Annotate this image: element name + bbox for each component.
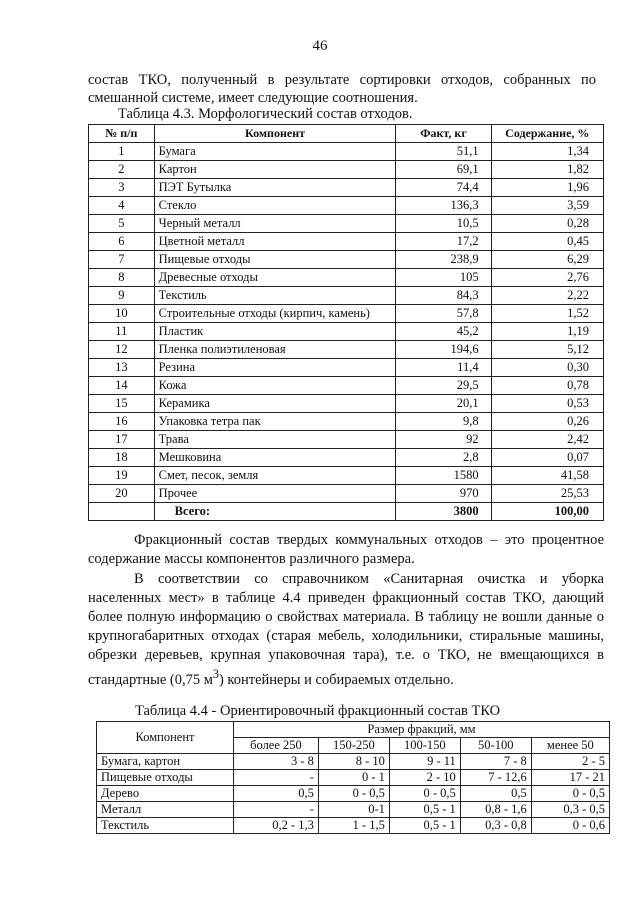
table1-cell-component: Картон xyxy=(154,161,396,179)
table1-cell-share: 0,45 xyxy=(491,233,603,251)
table1-cell-component: Кожа xyxy=(154,377,396,395)
intro-text: состав ТКО, полученный в результате сортировки отходов, собранных по смешанной системе, имеет следующие соотношения. xyxy=(88,72,596,106)
table1-cell-share: 1,96 xyxy=(491,179,603,197)
table1-cell-fact: 1580 xyxy=(396,467,491,485)
table1-cell-component: Упаковка тетра пак xyxy=(154,413,396,431)
cubic-superscript: 3 xyxy=(212,667,219,681)
table2-cell-component: Текстиль xyxy=(97,818,234,834)
table1-cell-share: 3,59 xyxy=(491,197,603,215)
table1-cell-share: 0,07 xyxy=(491,449,603,467)
table1-total-row xyxy=(89,503,604,521)
table2-cell-value: 0,5 - 1 xyxy=(389,802,460,818)
table1-cell-share: 2,76 xyxy=(491,269,603,287)
table1-row xyxy=(89,143,604,161)
table1-cell-share: 2,42 xyxy=(491,431,603,449)
table1-cell-share: 0,28 xyxy=(491,215,603,233)
table1-cell-component: Текстиль xyxy=(154,287,396,305)
table1-cell-component: Черный металл xyxy=(154,215,396,233)
table1-cell-component: Мешковина xyxy=(154,449,396,467)
table1-cell-num: 10 xyxy=(89,305,155,323)
page-number: 46 xyxy=(312,38,328,54)
table1-row xyxy=(89,179,604,197)
table1-cell-share: 0,30 xyxy=(491,359,603,377)
table1-cell-fact: 10,5 xyxy=(396,215,491,233)
table1-cell-fact: 9,8 xyxy=(396,413,491,431)
table1-header-row xyxy=(89,125,604,143)
table2-cell-component: Дерево xyxy=(97,786,234,802)
table2-column-header: 150-250 xyxy=(318,738,389,754)
table1-row xyxy=(89,251,604,269)
table1-cell-fact: 84,3 xyxy=(396,287,491,305)
table1-cell-num: 19 xyxy=(89,467,155,485)
table2-column-header: 50-100 xyxy=(460,738,531,754)
table1-total-share: 100,00 xyxy=(491,503,603,521)
table1-row xyxy=(89,395,604,413)
table2-cell-value: 2 - 5 xyxy=(531,754,609,770)
table2-cell-value: 0,5 xyxy=(234,786,319,802)
table2-header-row xyxy=(97,722,610,738)
table1-cell-fact: 57,8 xyxy=(396,305,491,323)
table1-cell-num: 1 xyxy=(89,143,155,161)
table1-cell-fact: 105 xyxy=(396,269,491,287)
table1-row xyxy=(89,305,604,323)
table1-cell-share: 0,78 xyxy=(491,377,603,395)
table2-cell-value: 9 - 11 xyxy=(389,754,460,770)
table1-cell-share: 5,12 xyxy=(491,341,603,359)
table2-cell-component: Металл xyxy=(97,802,234,818)
table1-cell-num: 3 xyxy=(89,179,155,197)
table1-cell-share: 2,22 xyxy=(491,287,603,305)
table1-total-empty-cell xyxy=(89,503,155,521)
table2-cell-value: 0 - 0,5 xyxy=(531,786,609,802)
table1-cell-share: 0,53 xyxy=(491,395,603,413)
table1-row xyxy=(89,287,604,305)
table2-cell-value: 0,2 - 1,3 xyxy=(234,818,319,834)
table2-header-group: Размер фракций, мм xyxy=(234,722,610,738)
table2-cell-component: Бумага, картон xyxy=(97,754,234,770)
table1-cell-num: 14 xyxy=(89,377,155,395)
table1-cell-component: Стекло xyxy=(154,197,396,215)
table1-cell-component: Смет, песок, земля xyxy=(154,467,396,485)
table1-cell-fact: 136,3 xyxy=(396,197,491,215)
table2-row xyxy=(97,786,610,802)
table1-row xyxy=(89,233,604,251)
table1-cell-share: 6,29 xyxy=(491,251,603,269)
table1-cell-component: Бумага xyxy=(154,143,396,161)
table1-cell-fact: 29,5 xyxy=(396,377,491,395)
table2-cell-value: 1 - 1,5 xyxy=(318,818,389,834)
table1-header-share: Содержание, % xyxy=(491,125,603,143)
table2-cell-value: 7 - 8 xyxy=(460,754,531,770)
table2-cell-value: - xyxy=(234,802,319,818)
table1-cell-share: 1,82 xyxy=(491,161,603,179)
table1-row xyxy=(89,377,604,395)
table1-row xyxy=(89,161,604,179)
table1-cell-fact: 45,2 xyxy=(396,323,491,341)
table2-cell-value: 0,5 xyxy=(460,786,531,802)
table2-cell-value: 0,3 - 0,5 xyxy=(531,802,609,818)
table1-cell-fact: 17,2 xyxy=(396,233,491,251)
table1-cell-num: 7 xyxy=(89,251,155,269)
table1-cell-component: Пищевые отходы xyxy=(154,251,396,269)
table2-row xyxy=(97,770,610,786)
table2-cell-value: 0 - 0,5 xyxy=(389,786,460,802)
table1-header-fact: Факт, кг xyxy=(396,125,491,143)
table1-cell-fact: 69,1 xyxy=(396,161,491,179)
table2-caption: Таблица 4.4 - Ориентировочный фракционный состав ТКО xyxy=(135,703,501,719)
paragraph-fraction-definition-text: Фракционный состав твердых коммунальных отходов – это процентное содержание массы компонентов различного размера. xyxy=(88,532,604,567)
table2-cell-value: 3 - 8 xyxy=(234,754,319,770)
table1-cell-num: 6 xyxy=(89,233,155,251)
table1-cell-share: 0,26 xyxy=(491,413,603,431)
table2-cell-value: - xyxy=(234,770,319,786)
table2-cell-value: 8 - 10 xyxy=(318,754,389,770)
table1-cell-component: Цветной металл xyxy=(154,233,396,251)
table1-cell-fact: 238,9 xyxy=(396,251,491,269)
table1-cell-num: 16 xyxy=(89,413,155,431)
table1-row xyxy=(89,485,604,503)
table1-cell-num: 8 xyxy=(89,269,155,287)
paragraph-fraction-reference xyxy=(88,570,604,690)
table1-cell-fact: 970 xyxy=(396,485,491,503)
fraction-composition-table xyxy=(96,721,610,834)
table1-cell-fact: 92 xyxy=(396,431,491,449)
table1-row xyxy=(89,359,604,377)
table1-cell-fact: 20,1 xyxy=(396,395,491,413)
table1-cell-share: 41,58 xyxy=(491,467,603,485)
table1-cell-num: 2 xyxy=(89,161,155,179)
table1-cell-component: Строительные отходы (кирпич, камень) xyxy=(154,305,396,323)
table1-cell-num: 4 xyxy=(89,197,155,215)
table2-cell-value: 0-1 xyxy=(318,802,389,818)
table1-header-component: Компонент xyxy=(154,125,396,143)
table2-cell-value: 0 - 0,6 xyxy=(531,818,609,834)
table1-row xyxy=(89,323,604,341)
table1-row xyxy=(89,197,604,215)
table2-cell-value: 17 - 21 xyxy=(531,770,609,786)
table2-column-header: более 250 xyxy=(234,738,319,754)
table1-row xyxy=(89,449,604,467)
table1-cell-fact: 51,1 xyxy=(396,143,491,161)
table1-cell-share: 1,19 xyxy=(491,323,603,341)
table1-cell-num: 17 xyxy=(89,431,155,449)
table1-cell-fact: 194,6 xyxy=(396,341,491,359)
table2-row xyxy=(97,802,610,818)
table2-header-component: Компонент xyxy=(97,722,234,754)
table1-cell-num: 5 xyxy=(89,215,155,233)
paragraph-reference-text: В соответствии со справочником «Санитарная очистка и уборка населенных мест» в таблице 4.4 приведен фракционный состав ТКО, дающий более полную информацию о свойствах материала. В таблицу не вошли данные о крупногабаритных отходах (старая мебель, холодильники, стиральные машины, обрезки деревьев, крупная упаковочная тара), т.е. о ТКО, не вмещающихся в стандартные (0,75 м xyxy=(88,571,604,688)
table1-cell-num: 18 xyxy=(89,449,155,467)
table1-cell-component: Пленка полиэтиленовая xyxy=(154,341,396,359)
table1-row xyxy=(89,467,604,485)
table2-column-header: 100-150 xyxy=(389,738,460,754)
table1-header-num: № п/п xyxy=(89,125,155,143)
table2-cell-component: Пищевые отходы xyxy=(97,770,234,786)
table2-column-header: менее 50 xyxy=(531,738,609,754)
table1-cell-num: 11 xyxy=(89,323,155,341)
table1-cell-share: 1,52 xyxy=(491,305,603,323)
table1-cell-num: 9 xyxy=(89,287,155,305)
table1-cell-share: 1,34 xyxy=(491,143,603,161)
table1-row xyxy=(89,341,604,359)
table2-cell-value: 0 - 0,5 xyxy=(318,786,389,802)
table1-cell-share: 25,53 xyxy=(491,485,603,503)
table1-cell-num: 13 xyxy=(89,359,155,377)
paragraph-fraction-definition xyxy=(88,531,604,569)
table2-cell-value: 0 - 1 xyxy=(318,770,389,786)
table1-cell-num: 12 xyxy=(89,341,155,359)
table1-cell-component: Прочее xyxy=(154,485,396,503)
table1-cell-num: 15 xyxy=(89,395,155,413)
paragraph-reference-text-end: ) контейнеры и собираемых отдельно. xyxy=(218,671,454,688)
table1-row xyxy=(89,269,604,287)
table1-cell-component: ПЭТ Бутылка xyxy=(154,179,396,197)
table1-row xyxy=(89,215,604,233)
table1-cell-component: Резина xyxy=(154,359,396,377)
table1-cell-component: Керамика xyxy=(154,395,396,413)
table1-cell-component: Пластик xyxy=(154,323,396,341)
table2-cell-value: 0,5 - 1 xyxy=(389,818,460,834)
table2-row xyxy=(97,754,610,770)
table1-total-fact: 3800 xyxy=(396,503,491,521)
table2-cell-value: 0,8 - 1,6 xyxy=(460,802,531,818)
table2-cell-value: 7 - 12,6 xyxy=(460,770,531,786)
morphological-composition-table xyxy=(88,124,604,521)
table1-cell-fact: 2,8 xyxy=(396,449,491,467)
table1-cell-fact: 11,4 xyxy=(396,359,491,377)
table1-cell-component: Трава xyxy=(154,431,396,449)
table2-row xyxy=(97,818,610,834)
table1-cell-num: 20 xyxy=(89,485,155,503)
table2-cell-value: 2 - 10 xyxy=(389,770,460,786)
table1-cell-fact: 74,4 xyxy=(396,179,491,197)
table1-row xyxy=(89,431,604,449)
table1-total-label: Всего: xyxy=(154,503,396,521)
table1-row xyxy=(89,413,604,431)
table1-cell-component: Древесные отходы xyxy=(154,269,396,287)
table1-caption: Таблица 4.3. Морфологический состав отходов. xyxy=(118,106,413,122)
table2-cell-value: 0,3 - 0,8 xyxy=(460,818,531,834)
